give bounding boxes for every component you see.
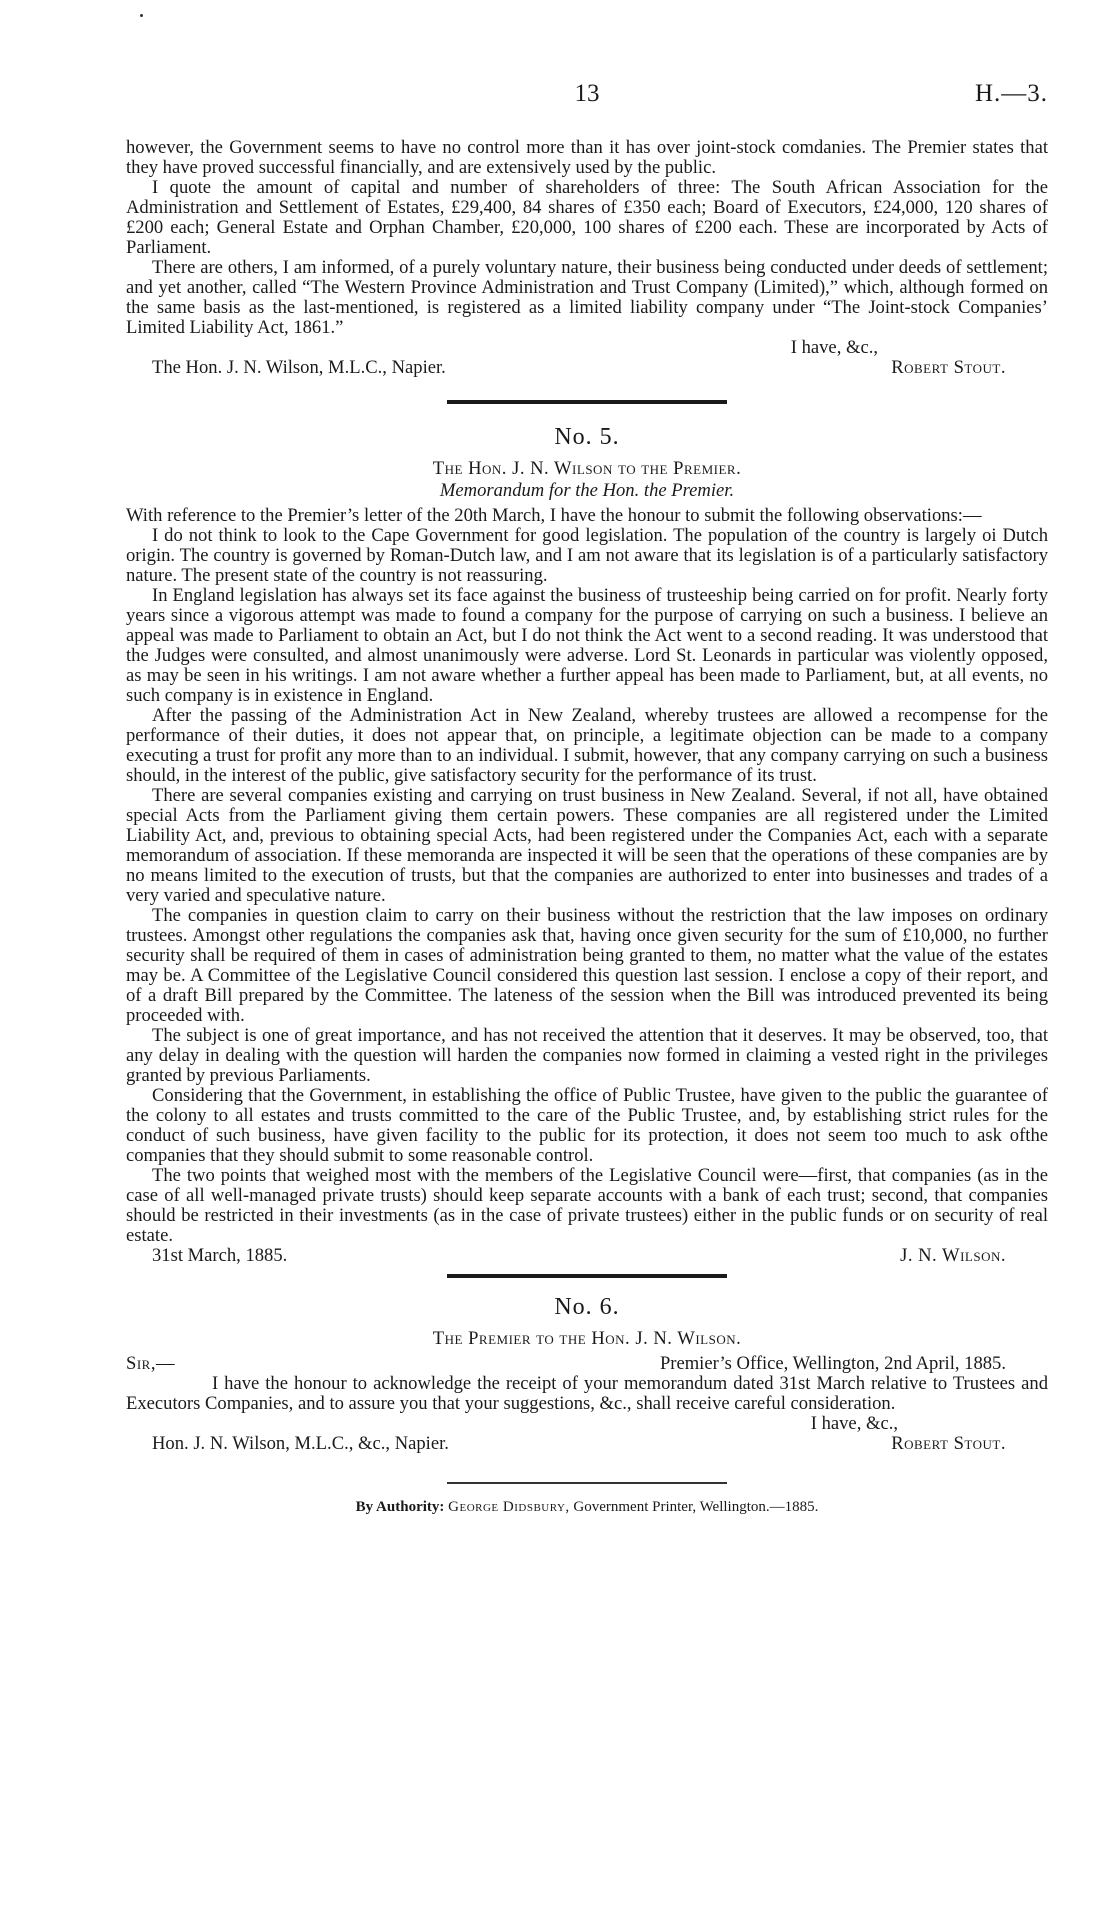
addressee-row xyxy=(126,1434,1048,1454)
paragraph: I do not think to look to the Cape Government for good legislation. The population of the country is largely oi Dutch origin. The country is governed by Roman-Dutch law, and I am not aware that its legislation is of a particularly satisfactory nature. The present state of the country is not reassuring. xyxy=(126,525,1048,586)
authority-label: By Authority: xyxy=(355,1499,445,1515)
paragraph: I have the honour to acknowledge the receipt of your memorandum dated 31st March relative to Trustees and Executors Companies, and to assure you that your suggestions, &c., shall receive careful consideration. xyxy=(126,1373,1048,1414)
paragraph: The two points that weighed most with the members of the Legislative Council were—first, that companies (as in the case of all well-managed private trusts) should keep separate accounts with a bank of each trust; second, that companies should be restricted in their investments (as in the case of private trustees) either in the public funds or on security of real estate. xyxy=(126,1165,1048,1246)
printer-name: George Didsbury, xyxy=(448,1499,570,1515)
speck-mark xyxy=(140,14,143,17)
paragraph: There are several companies existing and carrying on trust business in New Zealand. Several, if not all, have obtained special Acts from the Parliament giving them certain powers. These companies are all registered under the Limited Liability Act, and, previous to obtaining special Acts, had been registered under the Companies Act, each with a separate memorandum of association. If these memoranda are inspected it will be seen that the operations of these companies are by no means limited to the execution of trusts, but that the companies are authorized to enter into businesses and trades of a very varied and speculative nature. xyxy=(126,785,1048,906)
page-number: 13 xyxy=(574,80,600,107)
paragraph: I quote the amount of capital and number of shareholders of three: The South African Association for the Administration and Settlement of Estates, £29,400, 84 shares of £350 each; Board of Executors, £24,000, 120 shares of £200 each; General Estate and Orphan Chamber, £20,000, 100 shares of £200 each. These are incorporated by Acts of Parliament. xyxy=(126,177,1048,258)
paragraph: The subject is one of great importance, and has not received the attention that it deserves. It may be observed, too, that any delay in dealing with the question will harden the companies now formed in claiming a vested right in the privileges granted by previous Parliaments. xyxy=(126,1025,1048,1086)
addressee: Hon. J. N. Wilson, M.L.C., &c., Napier. xyxy=(152,1433,449,1454)
signature: Robert Stout. xyxy=(891,1433,1006,1454)
printer-imprint xyxy=(126,1498,1048,1516)
signature: J. N. Wilson. xyxy=(900,1245,1006,1266)
paragraph: The companies in question claim to carry on their business without the restriction that the law imposes on ordinary trustees. Amongst other regulations the companies ask that, having once given security for the sum of £10,000, no further security shall be required of them in cases of administration being granted to them, no matter what the value of the estates may be. A Committee of the Legislative Council considered this question last session. I enclose a copy of their report, and of a draft Bill prepared by the Committee. The lateness of the session when the Bill was introduced prevented its being proceeded with. xyxy=(126,905,1048,1026)
paragraph: however, the Government seems to have no control more than it has over joint-stock comdanies. The Premier states that they have proved successful financially, and are extensively used by the public. xyxy=(126,137,1048,178)
memo-date: 31st March, 1885. xyxy=(152,1245,288,1266)
signature: Robert Stout. xyxy=(891,357,1006,378)
paragraph: In England legislation has always set its face against the business of trusteeship being carried on for profit. Nearly forty years since a vigorous attempt was made to found a company for the purpose of carrying on such a business. I believe an appeal was made to Parliament to obtain an Act, but I do not think the Act went to a second reading. It was understood that the Judges were consulted, and almost unanimously were adverse. Lord St. Leonards in particular was violently opposed, as may be seen in his writings. I am not aware whether a further appeal has been made to Parliament, but, at all events, no such company is in existence in England. xyxy=(126,585,1048,706)
page-body xyxy=(126,138,1048,1516)
addressee-row xyxy=(126,358,1048,378)
memo-title: Memorandum for the Hon. the Premier. xyxy=(439,480,735,501)
closing-row xyxy=(126,338,1048,358)
paragraph: After the passing of the Administration Act in New Zealand, whereby trustees are allowed a recompense for the performance of their duties, it does not appear that, on principle, a legitimate objection can be made to a company executing a trust for profit any more than to an individual. I submit, however, that any company carrying on such a business should, in the interest of the public, give satisfactory security for the performance of its trust. xyxy=(126,705,1048,786)
section-heading: No. 5. xyxy=(554,424,620,450)
printer-details: Government Printer, Wellington.—1885. xyxy=(573,1499,819,1515)
section-divider xyxy=(447,400,727,404)
page-header xyxy=(126,80,1048,110)
paragraph: Considering that the Government, in establishing the office of Public Trustee, have given to the public the guarantee of the colony to all estates and trusts committed to the care of the Public Trustee, and, by establishing strict rules for the conduct of such business, have given facility to the public for its protection, it does not seem too much to ask ofthe companies that they should submit to some reasonable control. xyxy=(126,1085,1048,1166)
section-divider xyxy=(447,1274,727,1278)
document-no-5 xyxy=(126,422,1048,1266)
document-reference: H.—3. xyxy=(974,80,1048,107)
closing-row xyxy=(126,1414,1048,1434)
paragraph: There are others, I am informed, of a purely voluntary nature, their business being conducted under deeds of settlement; and yet another, called “The Western Province Administration and Trust Company (Limited),” which, although formed on the same basis as the last-mentioned, is registered as a limited liability company under “The Joint-stock Companies’ Limited Liability Act, 1861.” xyxy=(126,257,1048,338)
salutation-row xyxy=(126,1354,1048,1374)
section-heading: No. 6. xyxy=(554,1294,620,1320)
closing: I have, &c., xyxy=(790,337,878,358)
date-signature-row xyxy=(126,1246,1048,1266)
section-subheading: The Premier to the Hon. J. N. Wilson. xyxy=(432,1328,742,1349)
section-subheading: The Hon. J. N. Wilson to the Premier. xyxy=(432,458,742,479)
document-no-6 xyxy=(126,1292,1048,1454)
addressee: The Hon. J. N. Wilson, M.L.C., Napier. xyxy=(152,357,446,378)
paragraph: With reference to the Premier’s letter of the 20th March, I have the honour to submit the following observations:— xyxy=(126,505,982,526)
salutation: Sir,— xyxy=(126,1353,176,1374)
footer-divider xyxy=(447,1482,727,1484)
closing: I have, &c., xyxy=(810,1413,898,1434)
letter-continuation xyxy=(126,138,1048,378)
office-dateline: Premier’s Office, Wellington, 2nd April, 1885. xyxy=(659,1353,1006,1374)
